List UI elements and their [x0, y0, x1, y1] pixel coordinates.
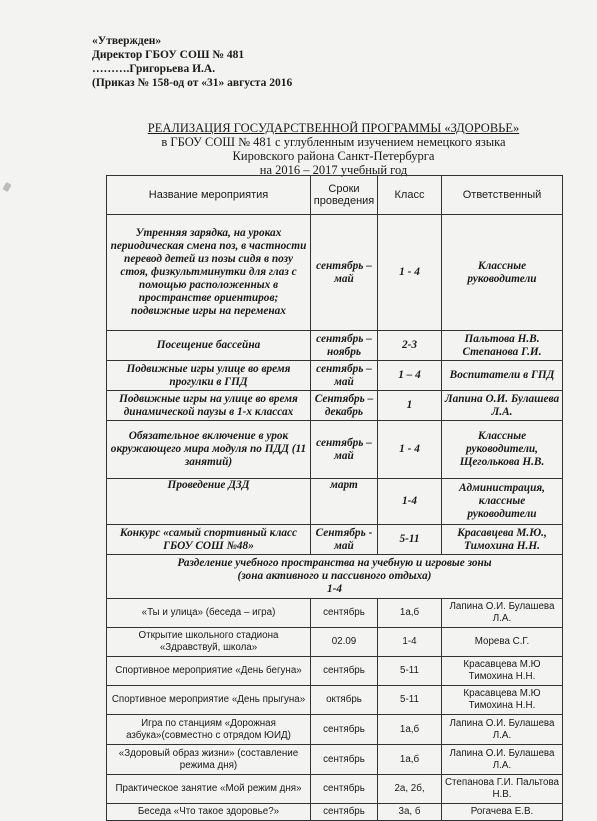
cell-responsible: Пальтова Н.В. Степанова Г.И. — [442, 331, 563, 361]
cell-class: 2-3 — [378, 331, 442, 361]
cell-class: 1а,б — [378, 745, 442, 775]
cell-name: Утренняя зарядка, на уроках периодическая смена поз, в частности перевод детей из позы сидя в позу стоя, физкультминутки для глаз с помощью расположенных в пространстве ориентиров; подвижные игры на переменах — [107, 215, 311, 331]
cell-responsible: Администрация, классные руководители — [442, 479, 563, 525]
cell-term: сентябрь — [311, 715, 378, 745]
section-heading — [107, 555, 563, 599]
cell-term: сентябрь — [311, 599, 378, 628]
cell-name: Беседа «Что такое здоровье?» — [107, 804, 311, 821]
cell-name: Игра по станциям «Дорожная азбука»(совместно с отрядом ЮИД) — [107, 715, 311, 745]
cell-responsible: Лапина О.И. Булашева Л.А. — [442, 715, 563, 745]
cell-term: сентябрь — [311, 745, 378, 775]
table-header-row — [107, 176, 563, 215]
cell-class: 1 - 4 — [378, 215, 442, 331]
table-row — [107, 804, 563, 821]
cell-term: октябрь — [311, 686, 378, 715]
cell-term: 02.09 — [311, 628, 378, 657]
header-term: Сроки проведения — [311, 176, 378, 215]
table-row — [107, 775, 563, 804]
cell-term: сентябрь – май — [311, 421, 378, 479]
table-row — [107, 715, 563, 745]
cell-responsible: Красавцева М.Ю Тимохина Н.Н. — [442, 686, 563, 715]
approval-line-2: Директор ГБОУ СОШ № 481 — [92, 49, 245, 61]
cell-name: Конкурс «самый спортивный класс ГБОУ СОШ №48» — [107, 525, 311, 555]
cell-class: 1а,б — [378, 599, 442, 628]
table-row — [107, 361, 563, 391]
cell-name: Посещение бассейна — [107, 331, 311, 361]
cell-class: 1 – 4 — [378, 361, 442, 391]
approval-line-3: ……….Григорьева И.А. — [92, 63, 216, 75]
approval-line-4: (Приказ № 158-од от «31» августа 2016 — [92, 77, 293, 89]
cell-term: март — [311, 479, 378, 525]
cell-name: Спортивное мероприятие «День бегуна» — [107, 657, 311, 686]
scan-mark — [2, 182, 11, 192]
cell-term: Сентябрь – декабрь — [311, 391, 378, 421]
title-line-3: Кировского района Санкт-Петербурга — [232, 149, 435, 163]
cell-name: Спортивное мероприятие «День прыгуна» — [107, 686, 311, 715]
cell-class: 2а, 2б, — [378, 775, 442, 804]
cell-name: Подвижные игры на улице во время динамической паузы в 1-х классах — [107, 391, 311, 421]
table-row — [107, 745, 563, 775]
cell-class: 1а,б — [378, 715, 442, 745]
table-row — [107, 331, 563, 361]
cell-responsible: Рогачева Е.В. — [442, 804, 563, 821]
cell-class: 3а, б — [378, 804, 442, 821]
section-row — [107, 555, 563, 599]
section-line-3: 1-4 — [326, 583, 343, 595]
header-responsible: Ответственный — [442, 176, 563, 215]
cell-responsible: Красавцева М.Ю Тимохина Н.Н. — [442, 657, 563, 686]
cell-name: Открытие школьного стадиона «Здравствуй, школа» — [107, 628, 311, 657]
title-line-2: в ГБОУ СОШ № 481 с углубленным изучением немецкого языка — [161, 135, 506, 149]
cell-class: 1-4 — [378, 628, 442, 657]
cell-term: сентябрь — [311, 775, 378, 804]
cell-term: сентябрь — [311, 657, 378, 686]
table-row — [107, 686, 563, 715]
table-row — [107, 391, 563, 421]
table-row — [107, 628, 563, 657]
cell-name: «Здоровый образ жизни» (составление режима дня) — [107, 745, 311, 775]
cell-class: 5-11 — [378, 686, 442, 715]
cell-name: Обязательное включение в урок окружающего мира модуля по ПДД (11 занятий) — [107, 421, 311, 479]
table-row — [107, 525, 563, 555]
cell-responsible: Лапина О.И. Булашева Л.А. — [442, 599, 563, 628]
cell-class: 1-4 — [378, 479, 442, 525]
table-row — [107, 479, 563, 525]
section-line-1: Разделение учебного пространства на учебную и игровые зоны — [177, 557, 492, 569]
approval-line-1: «Утвержден» — [92, 35, 162, 47]
cell-responsible: Степанова Г.И. Пальтова Н.В. — [442, 775, 563, 804]
cell-name: Подвижные игры улице во время прогулки в ГПД — [107, 361, 311, 391]
cell-name: «Ты и улица» (беседа – игра) — [107, 599, 311, 628]
cell-name: Практическое занятие «Мой режим дня» — [107, 775, 311, 804]
table-row — [107, 657, 563, 686]
cell-responsible: Классные руководители — [442, 215, 563, 331]
cell-class: 5-11 — [378, 525, 442, 555]
cell-responsible: Лапина О.И. Булашева Л.А. — [442, 391, 563, 421]
cell-class: 5-11 — [378, 657, 442, 686]
cell-responsible: Воспитатели в ГПД — [442, 361, 563, 391]
approval-stamp — [92, 34, 292, 90]
cell-responsible: Классные руководители, Щеголькова Н.В. — [442, 421, 563, 479]
header-class: Класс — [378, 176, 442, 215]
cell-class: 1 — [378, 391, 442, 421]
cell-class: 1 - 4 — [378, 421, 442, 479]
cell-name: Проведение ДЗД — [107, 479, 311, 525]
document-title — [0, 121, 597, 177]
title-line-4: на 2016 – 2017 учебный год — [259, 163, 408, 177]
cell-term: сентябрь – май — [311, 215, 378, 331]
section-line-2: (зона активного и пассивного отдыха) — [237, 570, 432, 582]
cell-term: Сентябрь - май — [311, 525, 378, 555]
header-name: Название мероприятия — [107, 176, 311, 215]
cell-term: сентябрь — [311, 804, 378, 821]
title-line-1: РЕАЛИЗАЦИЯ ГОСУДАРСТВЕННОЙ ПРОГРАММЫ «ЗДОРОВЬЕ» — [147, 121, 520, 135]
cell-term: сентябрь – ноябрь — [311, 331, 378, 361]
cell-responsible: Морева С.Г. — [442, 628, 563, 657]
table-row — [107, 215, 563, 331]
cell-term: сентябрь – май — [311, 361, 378, 391]
events-table — [106, 175, 563, 821]
cell-responsible: Красавцева М.Ю., Тимохина Н.Н. — [442, 525, 563, 555]
table-row — [107, 599, 563, 628]
table-row — [107, 421, 563, 479]
cell-responsible: Лапина О.И. Булашева Л.А. — [442, 745, 563, 775]
